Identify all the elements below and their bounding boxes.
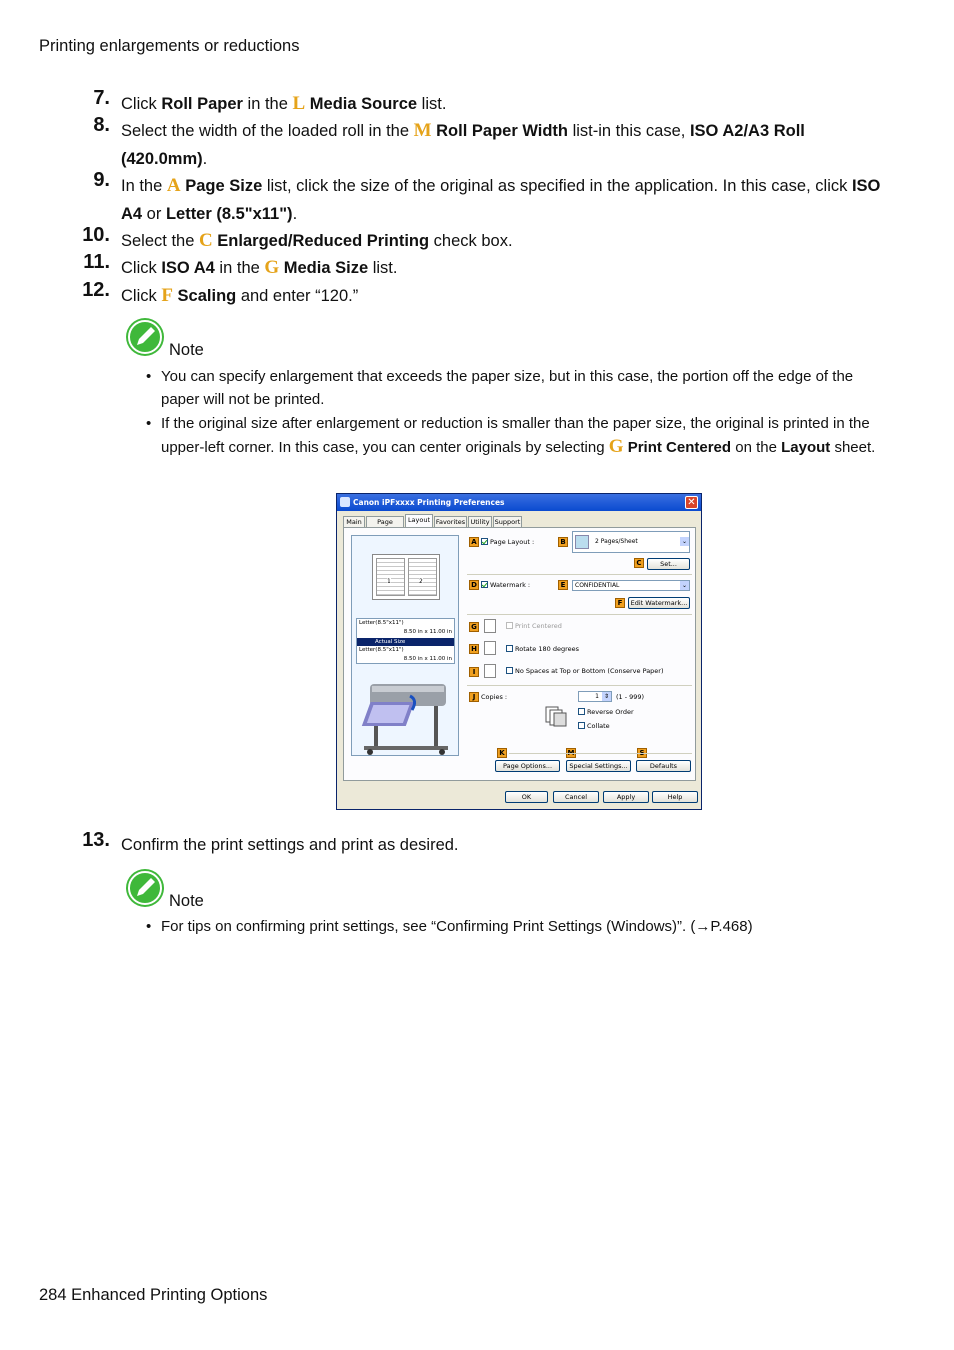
tab-support[interactable]: Support bbox=[494, 518, 521, 526]
text-run: in the bbox=[214, 259, 265, 277]
print-centered-icon bbox=[484, 619, 496, 633]
step-text bbox=[121, 254, 881, 283]
edit-watermark-button[interactable]: Edit Watermark... bbox=[628, 597, 690, 609]
bold-term: Roll Paper Width bbox=[436, 122, 568, 140]
bold-term: Print Centered bbox=[627, 439, 732, 456]
step-text bbox=[121, 832, 881, 860]
text-run: or bbox=[142, 204, 166, 223]
note-pencil-icon bbox=[125, 868, 165, 908]
size-info-selected: Actual Size bbox=[357, 638, 454, 646]
preview-pane bbox=[351, 535, 459, 756]
bold-term: Layout bbox=[781, 439, 831, 456]
printer-app-icon bbox=[340, 497, 350, 507]
note-label: Note bbox=[169, 341, 204, 359]
preview-page: 1 bbox=[376, 558, 405, 596]
preview-sheet bbox=[372, 554, 440, 600]
bold-term: Letter (8.5"x11") bbox=[165, 204, 293, 223]
collate-checkbox[interactable]: Collate bbox=[578, 722, 610, 730]
set-button[interactable]: Set... bbox=[647, 558, 690, 570]
cancel-button[interactable]: Cancel bbox=[553, 791, 599, 803]
page-layout-select[interactable]: 2 Pages/Sheet ⌄ bbox=[572, 531, 690, 553]
rotate-180-checkbox[interactable]: Rotate 180 degrees bbox=[506, 645, 579, 653]
divider bbox=[467, 574, 692, 575]
page-layout-checkbox[interactable]: Page Layout : bbox=[481, 538, 534, 546]
step-number: 10. bbox=[82, 224, 110, 246]
size-info-box: Letter(8.5"x11") 8.50 in x 11.00 in Actual Size Letter(8.5"x11") 8.50 in x 11.00 in bbox=[356, 618, 455, 664]
text-run: list, click the size of the original as specified in the application. In this case, click bbox=[262, 177, 852, 195]
text-run: Select the bbox=[121, 232, 199, 250]
step-text bbox=[121, 172, 881, 228]
callout-letter: G bbox=[608, 436, 624, 457]
callout-letter: A bbox=[166, 175, 181, 196]
ok-button[interactable]: OK bbox=[505, 791, 548, 803]
bold-term: ISO A4 bbox=[161, 259, 215, 277]
callout-h: H bbox=[469, 644, 479, 654]
no-spaces-icon bbox=[484, 664, 496, 678]
callout-f: F bbox=[615, 598, 625, 608]
close-button[interactable]: ✕ bbox=[685, 496, 698, 509]
reverse-order-checkbox[interactable]: Reverse Order bbox=[578, 708, 634, 716]
note-label: Note bbox=[169, 892, 204, 910]
bold-term: ISO A2/A3 Roll (420.0mm) bbox=[121, 122, 805, 168]
text-run: Confirm the print settings and print as desired. bbox=[121, 836, 459, 854]
note-bullet: • If the original size after enlargement or reduction is smaller than the paper size, the original is printed in the upper-left corner. In this case, you can center originals by selecting G Print Centered on the Layout sheet. bbox=[146, 415, 876, 457]
text-run: on the bbox=[731, 439, 782, 456]
step-text bbox=[121, 227, 881, 256]
tab-page-setup[interactable]: Page bbox=[366, 516, 404, 527]
layout-panel bbox=[343, 527, 696, 781]
text-run: Click bbox=[121, 95, 162, 113]
chevron-down-icon: ⌄ bbox=[681, 582, 688, 589]
copies-stepper[interactable]: 1 ⇕ bbox=[578, 691, 612, 702]
bold-term: Media Source bbox=[309, 95, 418, 113]
rotate-icon bbox=[484, 641, 496, 655]
step-number: 9. bbox=[93, 169, 110, 191]
step-number: 13. bbox=[82, 829, 110, 851]
apply-button[interactable]: Apply bbox=[603, 791, 649, 803]
text-run: You can specify enlargement that exceeds the paper size, but in this case, the portion off the edge of the paper will not be printed. bbox=[161, 368, 854, 408]
callout-j: J bbox=[469, 692, 479, 702]
tab-utility[interactable]: Utility bbox=[468, 516, 492, 527]
step-number: 7. bbox=[93, 87, 110, 109]
spin-arrows-icon: ⇕ bbox=[603, 693, 610, 700]
preview-page: 2 bbox=[408, 558, 437, 596]
callout-e: E bbox=[558, 580, 568, 590]
step-text bbox=[121, 90, 881, 119]
dialog-title: Canon iPFxxxx Printing Preferences bbox=[353, 498, 505, 507]
callout-a: A bbox=[469, 537, 479, 547]
text-run: Select the width of the loaded roll in the bbox=[121, 122, 414, 140]
bold-term: ISO A4 bbox=[121, 177, 881, 223]
text-run: in the bbox=[242, 95, 293, 113]
copies-range: (1 - 999) bbox=[616, 693, 645, 701]
watermark-select[interactable]: CONFIDENTIAL ⌄ bbox=[572, 580, 690, 591]
tab-main[interactable]: Main bbox=[343, 516, 365, 527]
page-options-button[interactable]: Page Options... bbox=[495, 760, 560, 772]
defaults-button[interactable]: Defaults bbox=[636, 760, 691, 772]
callout-k: K bbox=[497, 748, 507, 758]
help-button[interactable]: Help bbox=[652, 791, 698, 803]
text-run: . bbox=[202, 149, 208, 168]
copies-label: Copies : bbox=[481, 693, 508, 701]
callout-d: D bbox=[469, 580, 479, 590]
text-run: Click bbox=[121, 259, 162, 277]
text-run: check box. bbox=[429, 232, 513, 250]
step-text bbox=[121, 282, 881, 311]
printing-preferences-dialog bbox=[336, 493, 702, 810]
bold-term: Media Size bbox=[283, 259, 369, 277]
text-run: In the bbox=[121, 177, 167, 195]
callout-i: I bbox=[469, 667, 479, 677]
text-run: For tips on confirming print settings, see “Confirming Print Settings (Windows)”. (→P.468) bbox=[161, 918, 753, 935]
divider bbox=[467, 685, 692, 686]
note-bullet: • You can specify enlargement that exceeds the paper size, but in this case, the portion off the edge of the paper will not be printed. bbox=[146, 368, 854, 408]
collate-stack-icon bbox=[544, 705, 568, 727]
special-settings-button[interactable]: Special Settings... bbox=[566, 760, 631, 772]
divider bbox=[467, 614, 692, 615]
tab-favorites[interactable]: Favorites bbox=[435, 518, 466, 526]
callout-letter: G bbox=[264, 257, 280, 278]
watermark-checkbox[interactable]: Watermark : bbox=[481, 581, 530, 589]
callout-g: G bbox=[469, 622, 479, 632]
printer-illustration bbox=[360, 676, 452, 756]
text-run: sheet. bbox=[830, 439, 876, 456]
running-header: Printing enlargements or reductions bbox=[39, 37, 300, 55]
callout-letter: L bbox=[292, 93, 306, 114]
text-run: list-in this case, bbox=[568, 122, 690, 140]
text-run: . bbox=[292, 204, 298, 223]
callout-letter: C bbox=[198, 230, 213, 251]
callout-c: C bbox=[634, 558, 644, 568]
bold-term: Enlarged/Reduced Printing bbox=[217, 232, 430, 250]
print-centered-checkbox[interactable]: Print Centered bbox=[506, 622, 562, 630]
text-run: If the original size after enlargement or reduction is smaller than the paper size, the original is printed in the upper-left corner. In this case, you can center originals by selecting bbox=[161, 415, 870, 456]
text-run: Click bbox=[121, 287, 162, 305]
text-run: list. bbox=[368, 259, 398, 277]
step-number: 12. bbox=[82, 279, 110, 301]
tab-layout[interactable]: Layout bbox=[405, 514, 433, 527]
text-run: list. bbox=[417, 95, 447, 113]
bold-term: Roll Paper bbox=[161, 95, 243, 113]
note-bullet: • For tips on confirming print settings, see “Confirming Print Settings (Windows)”. (→P.468) bbox=[146, 918, 753, 935]
note-pencil-icon bbox=[125, 317, 165, 357]
callout-letter: M bbox=[413, 120, 432, 141]
callout-letter: F bbox=[161, 285, 173, 306]
step-text bbox=[121, 117, 881, 173]
step-number: 8. bbox=[93, 114, 110, 136]
divider bbox=[509, 753, 692, 754]
bold-term: Page Size bbox=[185, 177, 263, 195]
bold-term: Scaling bbox=[177, 287, 237, 305]
no-spaces-checkbox[interactable]: No Spaces at Top or Bottom (Conserve Paper) bbox=[506, 667, 664, 675]
page-footer: 284 Enhanced Printing Options bbox=[39, 1286, 268, 1304]
callout-b: B bbox=[558, 537, 568, 547]
step-number: 11. bbox=[83, 251, 110, 273]
text-run: and enter “120.” bbox=[236, 287, 359, 305]
chevron-down-icon: ⌄ bbox=[681, 538, 688, 545]
dialog-titlebar bbox=[337, 494, 701, 511]
